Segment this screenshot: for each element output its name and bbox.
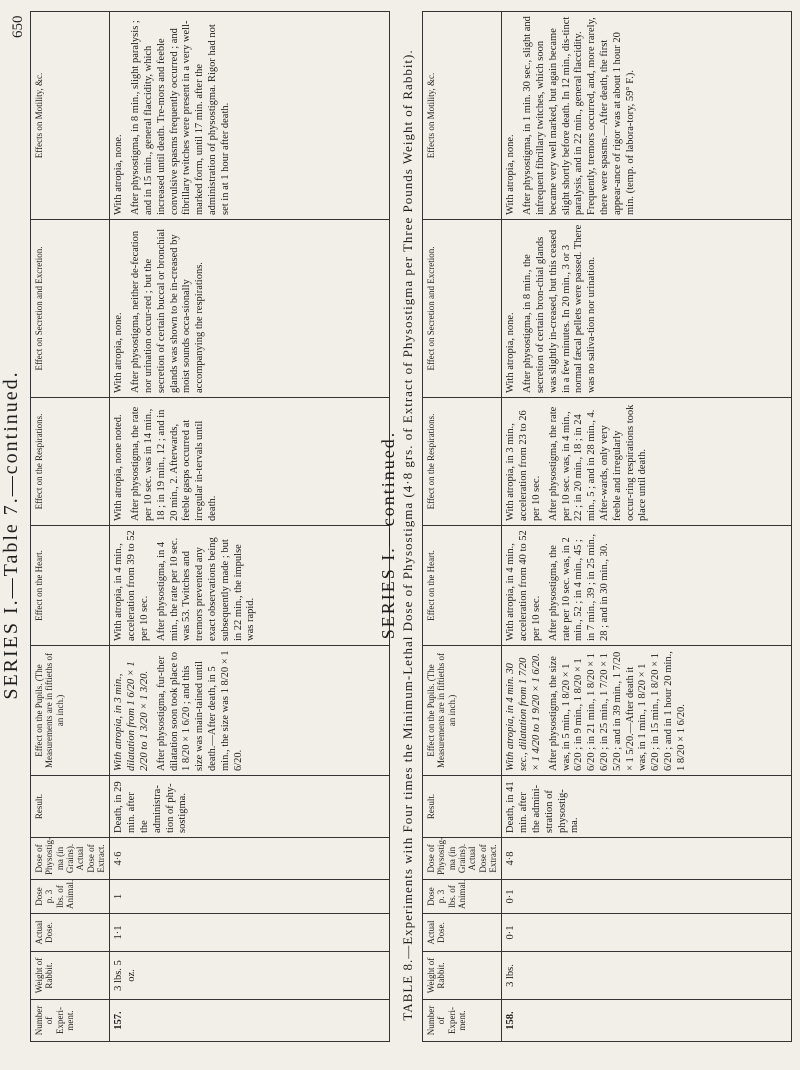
table7-row-157: [110, 12, 390, 1042]
header-motility: Effects on Motility, &c.: [31, 12, 110, 220]
header-physostigma: Dose of Physostig-ma (in Grains). Actual Dose of Extract.: [31, 838, 110, 880]
heart-physostigma: After physostigma, in 4 min., the rate per 10 sec. was 53. Twitches and tremors prevented any exact observations being subsequently made ; but in 22 min., the impulse was rapid.: [155, 537, 257, 641]
header-pupils: Effect on the Pupils. (The Measurements are in fiftieths of an inch.): [31, 646, 110, 776]
running-head: SERIES I.—Table 7.—continued.: [0, 370, 22, 700]
table8-title: TABLE 8.—Experiments with Four times the Minimum-Lethal Dose of Physostigma (4·8 grs. of Extract of Physostigma per Three Pounds Weight of Rabbit).: [400, 49, 415, 1021]
motility-physostigma: After physostigma, in 8 min., slight paralysis ; and in 15 min., general flaccidity, which increased until death. Tre-mors and feeble convulsive spasms frequently occurred ; and fibrillary twitches were present in a very well-marked form, until 17 min. after the administration of physostigma. Rigor had not set in at 1 hour after death.: [130, 20, 231, 215]
header-dose-p3: Dose p. 3 lbs. of Animal.: [423, 880, 502, 914]
pupils-cell: [502, 646, 792, 776]
rabbit-weight: 3 lbs. 5 oz.: [110, 952, 390, 1000]
header-actual-dose: Actual Dose.: [31, 914, 110, 952]
atropia-dose-p3: 0·1: [502, 880, 792, 914]
header-motility: Effects on Motility, &c.: [423, 12, 502, 220]
experiment-number: 157.: [110, 1000, 390, 1042]
table8-row-158: [502, 12, 792, 1042]
header-result: Result.: [31, 776, 110, 838]
header-pupils: Effect on the Pupils. (The Measurements are in fiftieths of an inch.): [423, 646, 502, 776]
heart-cell: [110, 526, 390, 646]
header-physostigma: Dose of Physostig-ma (in Grains). Actual Dose of Extract.: [423, 838, 502, 880]
header-weight: Weight of Rabbit.: [423, 952, 502, 1000]
secretion-cell: [110, 220, 390, 398]
respirations-cell: [502, 398, 792, 526]
rabbit-weight: 3 lbs.: [502, 952, 792, 1000]
header-number: Number of Experi-ment.: [31, 1000, 110, 1042]
secretion-cell: [502, 220, 792, 398]
motility-atropia: With atropia, none.: [505, 134, 517, 215]
header-dose-p3: Dose p. 3 lbs. of Animal.: [31, 880, 110, 914]
atropia-actual-dose: 0·1: [502, 914, 792, 952]
header-secretion: Effect on Secretion and Excretion.: [423, 220, 502, 398]
experiment-number: 158.: [502, 1000, 792, 1042]
resp-atropia: With atropia, in 3 min., acceleration from 23 to 26 per 10 sec.: [505, 410, 542, 521]
pupils-physostigma: After physostigma, fur-ther dilatation soon took place to 1 8/20 × 1 6/20 ; and this size was main-tained until death.—After death, in 5 min., the size was 1 8/20 × 1 6/20.: [155, 650, 244, 771]
header-heart: Effect on the Heart.: [31, 526, 110, 646]
table7-section: [30, 12, 390, 1042]
heart-atropia: With atropia, in 4 min., acceleration from 39 to 52 per 10 sec.: [113, 530, 150, 641]
table7-header-row: [31, 12, 110, 1042]
header-actual-dose: Actual Dose.: [423, 914, 502, 952]
motility-physostigma: After physostigma, in 1 min. 30 sec., slight and infrequent fibrillary twitches, which soon became very well marked, but again became slight shortly before death. In 12 min., dis-tinct paralysis, and in 22 min., general flaccidity. Frequently, tremors occurred, and, more rarely, there were spasms.—After death, the first appear-ance of rigor was at about 1 hour 20 min. (temp. of labora-tory, 59° F.).: [522, 16, 636, 215]
result-text: Death, in 41 min. after the admini-stration of physostig-ma.: [502, 776, 792, 838]
header-weight: Weight of Rabbit.: [31, 952, 110, 1000]
motility-cell: [502, 12, 792, 220]
heart-atropia: With atropia, in 4 min., acceleration from 40 to 52 per 10 sec.: [505, 530, 542, 641]
heart-physostigma: After physostigma, the rate per 10 sec. was, in 2 min., 52 ; in 4 min., 45 ; in 7 min., 39 ; in 25 min., 28 ; and in 30 min., 30.: [547, 533, 610, 641]
page-number: 650: [10, 15, 26, 38]
result-text: Death, in 29 min. after the administra-tion of phy-sostigma.: [110, 776, 390, 838]
header-respirations: Effect on the Respirations.: [423, 398, 502, 526]
heart-cell: [502, 526, 792, 646]
table7: [30, 11, 390, 1042]
motility-cell: [110, 12, 390, 220]
resp-physostigma: After physostigma, the rate per 10 sec. was in 14 min., 18 ; in 19 min., 12 ; and in 20 min., 2. Afterwards, feeble gasps occurred at irregular in-tervals until death.: [130, 406, 218, 521]
header-heart: Effect on the Heart.: [423, 526, 502, 646]
pupils-physostigma: After physostigma, the size was, in 5 min., 1 8/20 × 1 6/20 ; in 9 min., 1 8/20 × 1 6/20 ; in 21 min., 1 8/20 × 1 6/20 ; in 25 min., 1 7/20 × 1 5/20 ; and in 39 min., 1 7/20 × 1 5/20.—After death it was, in 1 min., 1 8/20 × 1 6/20 ; in 15 min., 1 8/20 × 1 6/20 ; and in 1 hour 20 min., 1 8/20 × 1 6/20.: [547, 651, 687, 771]
secretion-atropia: With atropia, none.: [113, 312, 125, 393]
header-result: Result.: [423, 776, 502, 838]
pupils-atropia: With atropia, in 4 min. 30 sec., dilatation from 1 7/20 × 1 4/20 to 1 9/20 × 1 6/20.: [505, 653, 542, 771]
physostigma-dose: 4·6: [110, 838, 390, 880]
secretion-physostigma: After physostigma, neither de-fecation nor urination occur-red ; but the secretion of certain buccal or bronchial glands was shown to be in-creased by moist sounds occa-sionally accompanying the respirations.: [130, 228, 206, 393]
secretion-physostigma: After physostigma, in 8 min., the secretion of certain bron-chial glands was slightly in-creased, but this ceased in a few minutes. In 20 min., 3 or 3 normal fæcal pellets were passed. There was no saliva-tion nor urination.: [522, 224, 598, 393]
header-secretion: Effect on Secretion and Excretion.: [31, 220, 110, 398]
header-respirations: Effect on the Respirations.: [31, 398, 110, 526]
atropia-dose-p3: 1: [110, 880, 390, 914]
respirations-cell: [110, 398, 390, 526]
header-number: Number of Experi-ment.: [423, 1000, 502, 1042]
secretion-atropia: With atropia, none.: [505, 312, 517, 393]
physostigma-dose: 4·8: [502, 838, 792, 880]
resp-physostigma: After physostigma, the rate per 10 sec. was, in 4 min., 22 ; in 20 min., 18 ; in 24 min., 5 ; and in 28 min., 4. After-wards, only very feeble and irregularly occur-ring respirations took place until death.: [547, 404, 649, 521]
pupils-cell: [110, 646, 390, 776]
resp-atropia: With atropia, none noted.: [113, 414, 125, 521]
table8-header-row: [423, 12, 502, 1042]
motility-atropia: With atropia, none.: [113, 134, 125, 215]
table8: [422, 11, 792, 1042]
pupils-atropia: With atropia, in 3 min., dilatation from 1 6/20 × 1 2/20 to 1 3/20 × 1 3/20.: [113, 661, 150, 771]
table8-section: [422, 12, 792, 1042]
atropia-actual-dose: 1·1: [110, 914, 390, 952]
series-title: SERIES I.—continued.: [378, 430, 398, 640]
